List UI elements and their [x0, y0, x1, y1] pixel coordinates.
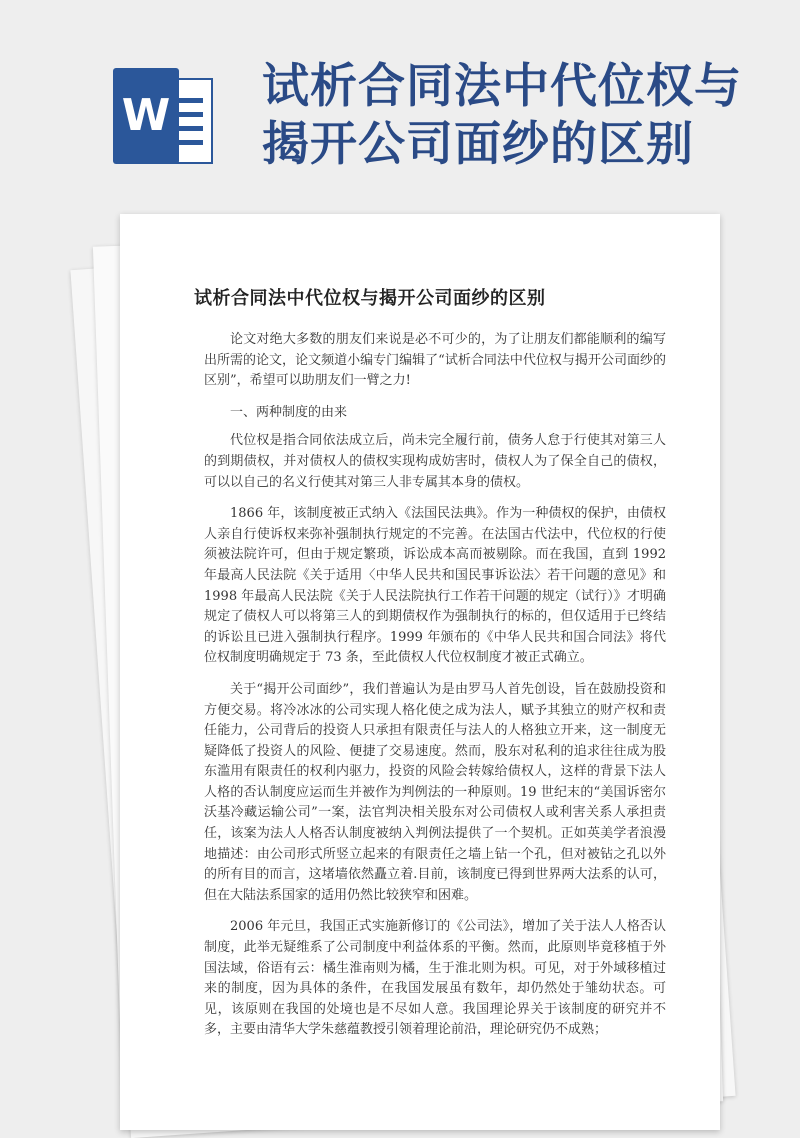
banner-title: 试析合同法中代位权与揭开公司面纱的区别	[262, 59, 742, 172]
document-page	[120, 214, 720, 1130]
paragraph: 2006 年元旦，我国正式实施新修订的《公司法》，增加了关于法人人格否认制度，此举无疑维系了公司制度中利益体系的平衡。然而，此原则毕竟移植于外国法域，俗语有云：橘生淮南则为橘，生于淮北则为枳。可见，对于外域移植过来的制度，因为具体的条件，在我国发展虽有数年，却仍然处于雏幼状态。可见，该原则在我国的处境也是不尽如人意。我国理论界关于该制度的研究并不多，主要由清华大学朱慈蕴教授引领着理论前沿，理论研究仍不成熟；	[204, 919, 666, 1038]
paragraph-intro: 论文对绝大多数的朋友们来说是必不可少的，为了让朋友们都能顺利的编写出所需的论文，论文频道小编专门编辑了“试析合同法中代位权与揭开公司面纱的区别”，希望可以助朋友们一臂之力!	[204, 332, 666, 389]
word-document-icon	[113, 68, 213, 164]
banner	[0, 0, 800, 200]
document-title: 试析合同法中代位权与揭开公司面纱的区别	[194, 288, 546, 309]
paragraph: 1866 年，该制度被正式纳入《法国民法典》。作为一种债权的保护，由债权人亲自行使诉权来弥补强制执行规定的不完善。在法国古代法中，代位权的行使须被法院许可，但由于规定繁琐，诉讼成本高而被剔除。而在我国，直到 1992 年最高人民法院《关于适用〈中华人民共和国民事诉讼法〉若干问题的意见》和 1998 年最高人民法院《关于人民法院执行工作若干问题的规定（试行）》才明确规定了债权人可以将第三人的到期债权作为强制执行的标的，但仅适用于已终结的诉讼且已进入强制执行程序。1999 年颁布的《中华人民共和国合同法》将代位权制度明确规定于 73 条，至此债权人代位权制度才被正式确立。	[204, 506, 666, 666]
paragraph: 代位权是指合同依法成立后，尚未完全履行前，债务人怠于行使其对第三人的到期债权，并对债权人的债权实现构成妨害时，债权人为了保全自己的债权，可以以自己的名义行使其对第三人非专属其本身的债权。	[204, 433, 666, 490]
word-letter: W	[113, 68, 179, 164]
document-body	[204, 330, 666, 1052]
paragraph: 关于“揭开公司面纱”，我们普遍认为是由罗马人首先创设，旨在鼓励投资和方便交易。将冷冰冰的公司实现人格化使之成为法人，赋予其独立的财产权和责任能力，公司背后的投资人只承担有限责任与法人的人格独立开来，这一制度无疑降低了投资人的风险、便捷了交易速度。然而，股东对私利的追求往往成为股东滥用有限责任的权利内驱力，投资的风险会转嫁给债权人，这样的背景下法人人格的否认制度应运而生并被作为判例法的一种原则。19 世纪末的“美国诉密尔沃基冷藏运输公司”一案，法官判决相关股东对公司债权人或利害关系人承担责任，该案为法人人格否认制度被纳入判例法提供了一个契机。正如英美学者浪漫地描述：由公司形式所竖立起来的有限责任之墙上钻一个孔，但对被钻之孔以外的所有目的而言，这堵墙依然矗立着.目前，该制度已得到世界两大法系的认可，但在大陆法系国家的适用仍然比较狭窄和困难。	[204, 681, 666, 903]
section-heading: 一、两种制度的由来	[230, 404, 348, 420]
